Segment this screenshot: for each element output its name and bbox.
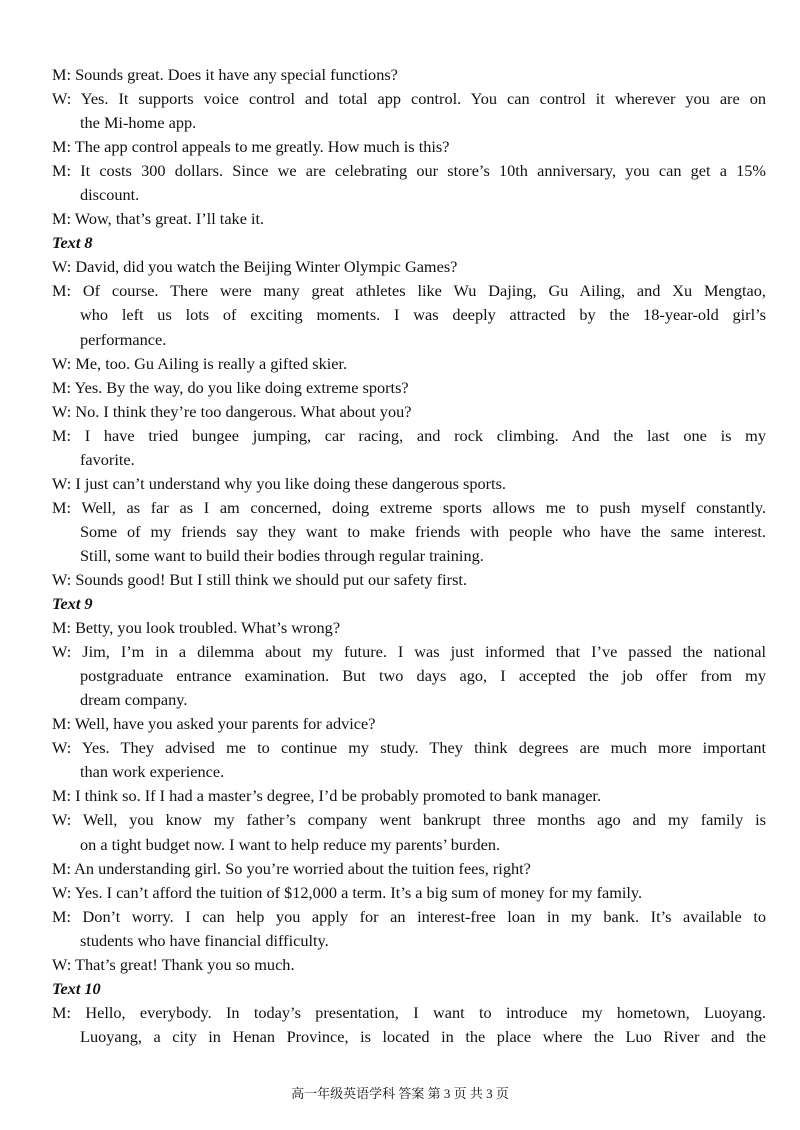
dialogue-line: W: That’s great! Thank you so much. <box>52 954 295 974</box>
dialogue-line-continuation: Some of my friends say they want to make friends with people who have the same interest. <box>80 521 766 541</box>
dialogue-transcript <box>52 63 766 1049</box>
dialogue-line: M: I think so. If I had a master’s degree, I’d be probably promoted to bank manager. <box>52 786 602 806</box>
dialogue-line: M: Wow, that’s great. I’ll take it. <box>52 209 265 229</box>
dialogue-line-continuation: favorite. <box>80 449 135 469</box>
dialogue-line: W: Yes. I can’t afford the tuition of $12,000 a term. It’s a big sum of money for my family. <box>52 882 643 902</box>
dialogue-line-continuation: the Mi-home app. <box>80 113 197 133</box>
dialogue-line: M: Don’t worry. I can help you apply for an interest-free loan in my bank. It’s available to <box>52 906 766 926</box>
dialogue-line: M: An understanding girl. So you’re worried about the tuition fees, right? <box>52 858 531 878</box>
dialogue-line-continuation: discount. <box>80 185 140 205</box>
dialogue-line-continuation: Still, some want to build their bodies through regular training. <box>80 545 484 565</box>
dialogue-line: W: Yes. They advised me to continue my study. They think degrees are much more important <box>52 738 766 758</box>
dialogue-line: W: I just can’t understand why you like doing these dangerous sports. <box>52 473 506 493</box>
dialogue-line: M: I have tried bungee jumping, car racing, and rock climbing. And the last one is my <box>52 425 766 445</box>
dialogue-line: M: Betty, you look troubled. What’s wrong? <box>52 618 341 638</box>
dialogue-line-continuation: performance. <box>80 329 167 349</box>
dialogue-line-continuation: postgraduate entrance examination. But two days ago, I accepted the job offer from my <box>80 666 766 686</box>
dialogue-line: M: Well, as far as I am concerned, doing extreme sports allows me to push myself constantly. <box>52 497 766 517</box>
dialogue-line: M: Well, have you asked your parents for advice? <box>52 714 376 734</box>
dialogue-line: W: Yes. It supports voice control and total app control. You can control it wherever you are on <box>52 89 766 109</box>
section-heading: Text 10 <box>52 978 101 998</box>
dialogue-line-continuation: dream company. <box>80 690 188 710</box>
dialogue-line: W: Me, too. Gu Ailing is really a gifted skier. <box>52 353 348 373</box>
dialogue-line: W: Jim, I’m in a dilemma about my future. I was just informed that I’ve passed the national <box>52 642 766 662</box>
dialogue-line-continuation: who left us lots of exciting moments. I was deeply attracted by the 18-year-old girl’s <box>80 305 766 325</box>
dialogue-line-continuation: than work experience. <box>80 762 225 782</box>
section-heading: Text 8 <box>52 233 93 253</box>
dialogue-line: W: No. I think they’re too dangerous. What about you? <box>52 401 412 421</box>
dialogue-line: M: Sounds great. Does it have any special functions? <box>52 65 398 84</box>
dialogue-line-continuation: students who have financial difficulty. <box>80 930 329 950</box>
dialogue-line: M: Of course. There were many great athletes like Wu Dajing, Gu Ailing, and Xu Mengtao, <box>52 281 766 301</box>
section-heading: Text 9 <box>52 594 93 614</box>
dialogue-line: W: Sounds good! But I still think we should put our safety first. <box>52 569 467 589</box>
dialogue-line: M: It costs 300 dollars. Since we are celebrating our store’s 10th anniversary, you can get a 15% <box>52 161 766 181</box>
dialogue-line: M: The app control appeals to me greatly. How much is this? <box>52 137 450 157</box>
dialogue-line: W: Well, you know my father’s company went bankrupt three months ago and my family is <box>52 810 766 830</box>
dialogue-line: W: David, did you watch the Beijing Winter Olympic Games? <box>52 257 458 277</box>
dialogue-line-continuation: on a tight budget now. I want to help reduce my parents’ burden. <box>80 834 501 854</box>
dialogue-line: M: Yes. By the way, do you like doing extreme sports? <box>52 377 409 397</box>
dialogue-line-continuation: Luoyang, a city in Henan Province, is located in the place where the Luo River and the <box>80 1026 766 1046</box>
dialogue-line: M: Hello, everybody. In today’s presentation, I want to introduce my hometown, Luoyang. <box>52 1002 766 1022</box>
page-footer: 高一年级英语学科 答案 第 3 页 共 3 页 <box>291 1086 509 1101</box>
